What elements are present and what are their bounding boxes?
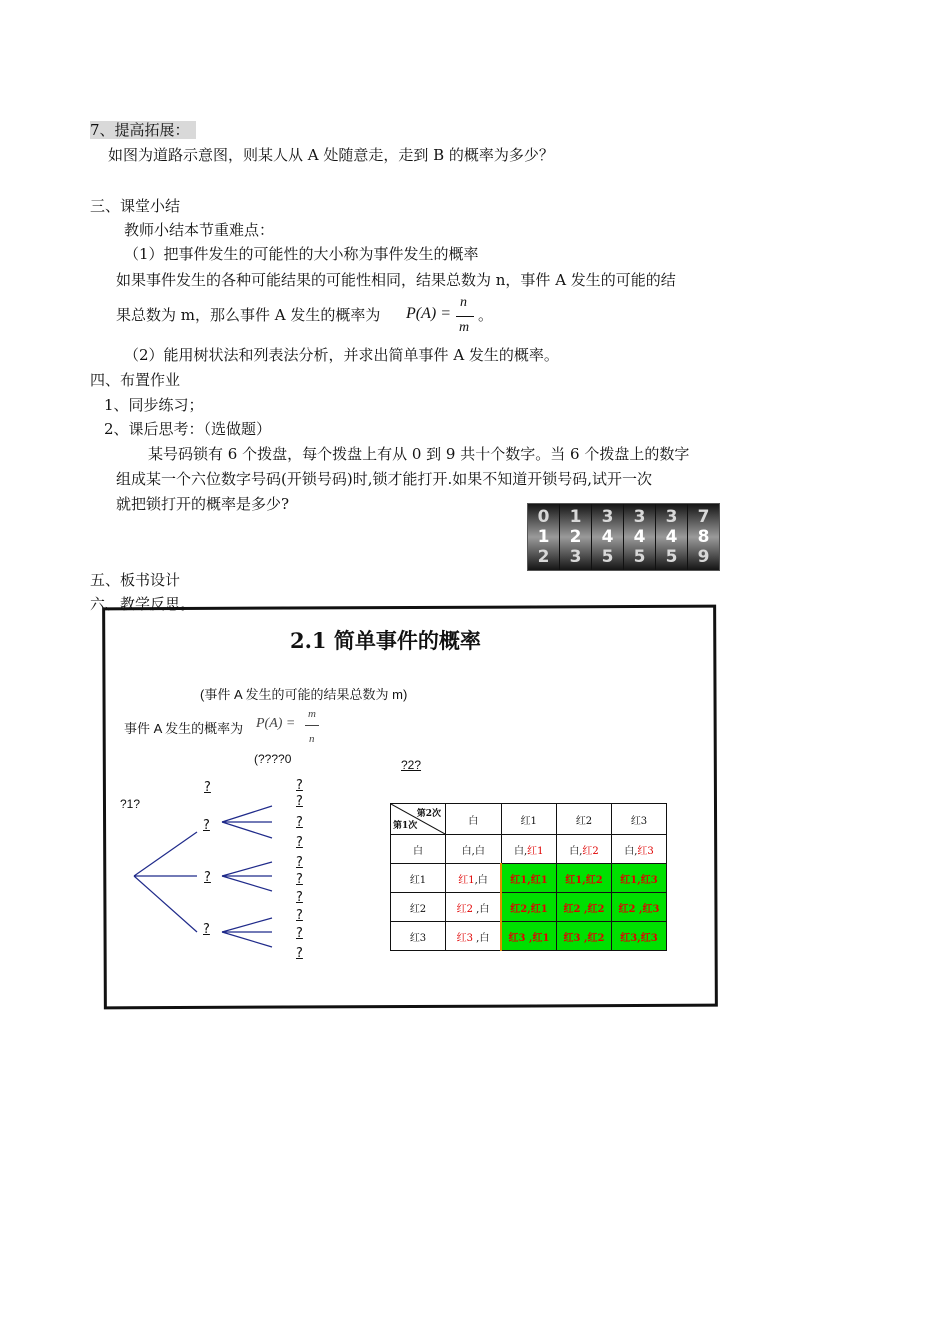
table-row xyxy=(391,922,667,951)
outcome-table xyxy=(390,803,667,951)
board-note: (事件 A 发生的可能的结果总数为 m) xyxy=(200,687,408,702)
homework-2-line-3: 就把锁打开的概率是多少? xyxy=(116,495,290,513)
board-formula-lhs: P(A) = xyxy=(256,716,296,731)
section-3-title: 三、课堂小结 xyxy=(90,197,181,215)
lock-dial-4: 3 4 5 xyxy=(624,504,656,570)
homework-2-line-2: 组成某一个六位数字号码(开锁号码)时,锁才能打开.如果不知道开锁号码,试开一次 xyxy=(116,470,653,488)
table-row xyxy=(391,893,667,922)
homework-2: 2、课后思考：（选做题） xyxy=(104,420,272,438)
column-header: 红2 xyxy=(557,804,612,835)
board-formula-text: 事件 A 发生的概率为 xyxy=(124,721,244,736)
table-cell: 红1,白 xyxy=(446,864,502,893)
table-cell-highlighted: 红1,红3 xyxy=(612,864,667,893)
homework-1: 1、同步练习； xyxy=(104,396,204,414)
table-row xyxy=(391,835,667,864)
board-method-1-label: ?1? xyxy=(120,797,141,811)
section-7-question: 如图为道路示意图，则某人从 A 处随意走，走到 B 的概率为多少？ xyxy=(108,146,554,164)
row-header: 红2 xyxy=(391,893,446,922)
formula-1-period: 。 xyxy=(478,306,494,324)
board-table-label: ?2? xyxy=(401,758,422,772)
table-cell-highlighted: 红3 ,红1 xyxy=(501,922,557,951)
row-header: 红3 xyxy=(391,922,446,951)
corner-second-draw-label: 第2次 xyxy=(416,809,441,819)
table-cell-highlighted: 红3 ,红2 xyxy=(557,922,612,951)
tree-leaf: ? xyxy=(296,855,303,870)
column-header: 红3 xyxy=(612,804,667,835)
tree-level-0-mark: ? xyxy=(204,780,211,795)
board-tree-label: (????0 xyxy=(254,752,292,766)
homework-2-line-1: 某号码锁有 6 个拨盘，每个拨盘上有从 0 到 9 共十个数字。当 6 个拨盘上的数字 xyxy=(148,445,690,463)
table-cell: 白,红1 xyxy=(501,835,557,864)
summary-point-1-line-2: 如果事件发生的各种可能结果的可能性相同，结果总数为 n，事件 A 发生的可能的结 xyxy=(116,271,676,289)
table-cell: 红2 ,白 xyxy=(446,893,502,922)
tree-leaf: ? xyxy=(296,778,303,793)
tree-leaf: ? xyxy=(296,815,303,830)
board-formula-denominator: n xyxy=(309,733,315,745)
tree-node-1: ? xyxy=(203,818,210,833)
formula-1-denominator: m xyxy=(459,320,470,335)
summary-point-1-line-3: 果总数为 m，那么事件 A 发生的概率为 xyxy=(116,306,381,324)
tree-node-3: ? xyxy=(203,922,210,937)
tree-leaf: ? xyxy=(296,872,303,887)
table-corner-cell xyxy=(391,804,446,835)
board-title: 2.1 简单事件的概率 xyxy=(290,628,481,653)
table-cell: 白,红3 xyxy=(612,835,667,864)
section-5-title: 五、板书设计 xyxy=(90,571,181,589)
row-header: 白 xyxy=(391,835,446,864)
table-header-row xyxy=(391,804,667,835)
summary-point-2: （2）能用树状法和列表法分析，并求出简单事件 A 发生的概率。 xyxy=(124,346,559,364)
table-row xyxy=(391,864,667,893)
formula-1-numerator: n xyxy=(460,295,467,310)
section-6-title: 六、教学反思。 xyxy=(90,595,196,613)
tree-leaf: ? xyxy=(296,908,303,923)
table-cell: 白,白 xyxy=(446,835,502,864)
summary-point-1: （1）把事件发生的可能性的大小称为事件发生的概率 xyxy=(124,245,479,263)
table-cell-highlighted: 红1,红2 xyxy=(557,864,612,893)
table-cell-highlighted: 红1,红1 xyxy=(501,864,557,893)
lock-dial-5: 3 4 5 xyxy=(656,504,688,570)
table-cell-highlighted: 红2,红1 xyxy=(501,893,557,922)
table-cell: 白,红2 xyxy=(557,835,612,864)
tree-leaf: ? xyxy=(296,946,303,961)
corner-first-draw-label: 第1次 xyxy=(393,821,418,831)
section-4-title: 四、布置作业 xyxy=(90,371,181,389)
table-cell: 红3 ,白 xyxy=(446,922,502,951)
column-header: 白 xyxy=(446,804,502,835)
tree-leaf: ? xyxy=(296,890,303,905)
section-7-title: 7、提高拓展： xyxy=(90,120,196,140)
summary-intro: 教师小结本节重难点： xyxy=(124,221,275,239)
tree-leaf: ? xyxy=(296,926,303,941)
row-header: 红1 xyxy=(391,864,446,893)
lock-dial-2: 1 2 3 xyxy=(560,504,592,570)
table-cell-highlighted: 红2 ,红2 xyxy=(557,893,612,922)
tree-node-2: ? xyxy=(204,870,211,885)
lock-dial-3: 3 4 5 xyxy=(592,504,624,570)
lock-dial-6: 7 8 9 xyxy=(688,504,719,570)
board-formula-numerator: m xyxy=(308,708,316,720)
column-header: 红1 xyxy=(501,804,557,835)
tree-leaf: ? xyxy=(296,835,303,850)
tree-leaf: ? xyxy=(296,794,303,809)
lock-dial-1: 0 1 2 xyxy=(528,504,560,570)
table-cell-highlighted: 红3,红3 xyxy=(612,922,667,951)
table-cell-highlighted: 红2 ,红3 xyxy=(612,893,667,922)
formula-1-lhs: P(A) = xyxy=(406,305,451,322)
